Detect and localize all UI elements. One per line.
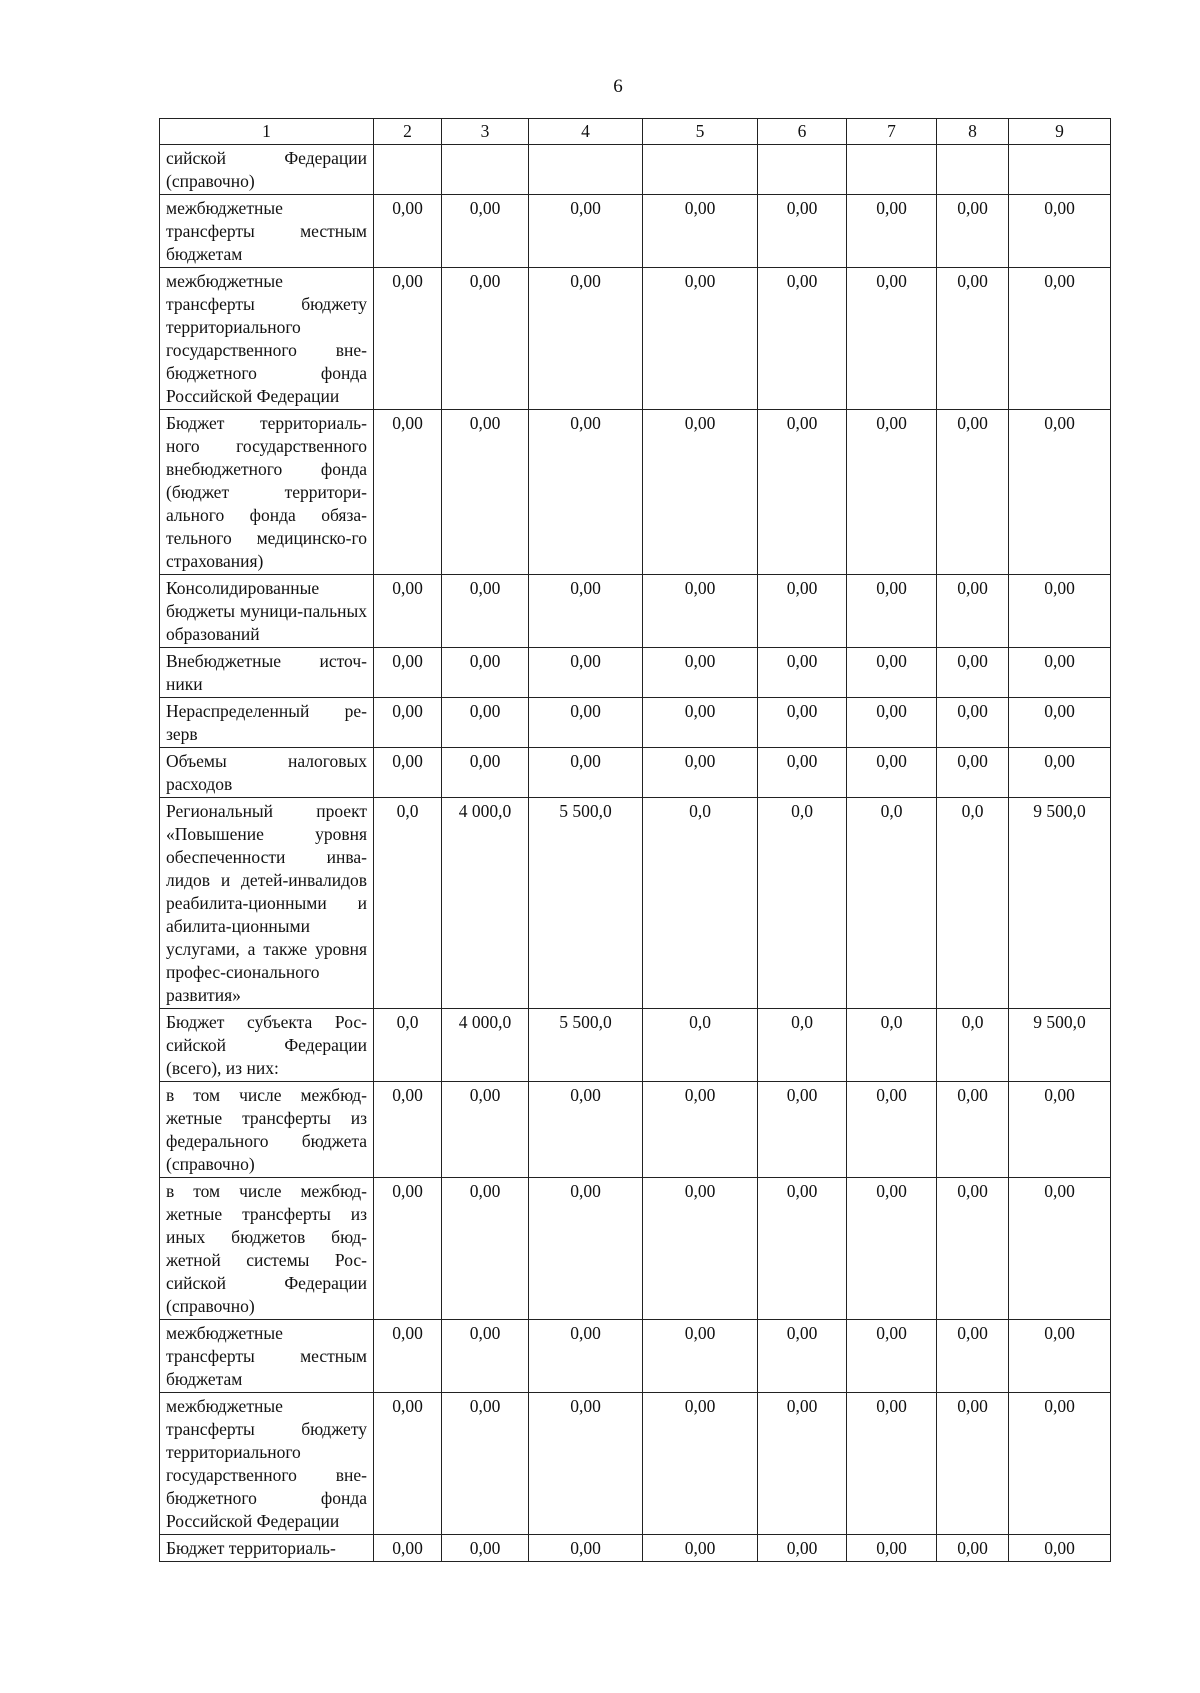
value-cell-col-5: 0,00 [643,1393,758,1535]
value-cell-col-4: 0,00 [529,195,643,268]
value-cell-col-6: 0,00 [758,698,847,748]
row-label: Бюджет территориаль-ного государственного внебюджетного фонда (бюджет территори-ального фонда обяза-тельного медицинско-го страхования) [160,410,374,575]
value-cell-col-7 [847,145,937,195]
table-row [160,648,1111,698]
column-header-1: 1 [160,119,374,145]
value-cell-col-3 [442,145,529,195]
row-label: Консолидированные бюджеты муници-пальных образований [160,575,374,648]
table-row [160,410,1111,575]
table-row [160,575,1111,648]
table-row [160,798,1111,1009]
value-cell-col-4: 0,00 [529,1320,643,1393]
table-body [160,145,1111,1562]
table-row [160,195,1111,268]
value-cell-col-9: 0,00 [1009,748,1111,798]
value-cell-col-4: 0,00 [529,1178,643,1320]
value-cell-col-7: 0,00 [847,1178,937,1320]
value-cell-col-5: 0,00 [643,698,758,748]
row-label: сийской Федерации (справочно) [160,145,374,195]
value-cell-col-5: 0,0 [643,798,758,1009]
value-cell-col-7: 0,00 [847,698,937,748]
row-label: межбюджетные трансферты бюджету территориального государственного вне-бюджетного фонда Российской Федерации [160,1393,374,1535]
value-cell-col-2 [374,145,442,195]
value-cell-col-5: 0,00 [643,648,758,698]
table-header-row [160,119,1111,145]
value-cell-col-2: 0,0 [374,798,442,1009]
value-cell-col-6: 0,00 [758,1393,847,1535]
value-cell-col-2: 0,00 [374,410,442,575]
value-cell-col-8: 0,00 [937,648,1009,698]
row-label: межбюджетные трансферты бюджету территориального государственного вне-бюджетного фонда Российской Федерации [160,268,374,410]
value-cell-col-5: 0,0 [643,1009,758,1082]
table-row [160,1082,1111,1178]
value-cell-col-3: 0,00 [442,648,529,698]
value-cell-col-9: 0,00 [1009,648,1111,698]
value-cell-col-8: 0,00 [937,268,1009,410]
value-cell-col-9: 0,00 [1009,1535,1111,1562]
value-cell-col-3: 0,00 [442,1082,529,1178]
value-cell-col-9 [1009,145,1111,195]
row-label: в том числе межбюд-жетные трансферты из иных бюджетов бюд-жетной системы Рос-сийской Федерации (справочно) [160,1178,374,1320]
value-cell-col-6: 0,00 [758,748,847,798]
value-cell-col-3: 4 000,0 [442,798,529,1009]
value-cell-col-6: 0,00 [758,1082,847,1178]
value-cell-col-6: 0,00 [758,410,847,575]
value-cell-col-6: 0,00 [758,268,847,410]
value-cell-col-7: 0,00 [847,1082,937,1178]
value-cell-col-3: 0,00 [442,1535,529,1562]
page-number: 6 [613,76,623,97]
value-cell-col-9: 0,00 [1009,268,1111,410]
value-cell-col-5: 0,00 [643,748,758,798]
value-cell-col-7: 0,00 [847,748,937,798]
value-cell-col-4: 0,00 [529,268,643,410]
value-cell-col-9: 0,00 [1009,195,1111,268]
row-label: межбюджетные трансферты местным бюджетам [160,195,374,268]
value-cell-col-4: 0,00 [529,698,643,748]
value-cell-col-2: 0,00 [374,575,442,648]
value-cell-col-3: 4 000,0 [442,1009,529,1082]
value-cell-col-4: 5 500,0 [529,798,643,1009]
value-cell-col-6: 0,00 [758,1178,847,1320]
value-cell-col-2: 0,00 [374,648,442,698]
value-cell-col-7: 0,0 [847,798,937,1009]
value-cell-col-7: 0,00 [847,195,937,268]
column-header-2: 2 [374,119,442,145]
value-cell-col-2: 0,00 [374,195,442,268]
value-cell-col-8: 0,0 [937,798,1009,1009]
value-cell-col-8: 0,00 [937,1320,1009,1393]
value-cell-col-3: 0,00 [442,575,529,648]
value-cell-col-5: 0,00 [643,1320,758,1393]
value-cell-col-6: 0,00 [758,1535,847,1562]
value-cell-col-6: 0,00 [758,575,847,648]
table-row [160,1535,1111,1562]
value-cell-col-3: 0,00 [442,410,529,575]
table-row [160,1009,1111,1082]
value-cell-col-6: 0,0 [758,798,847,1009]
value-cell-col-3: 0,00 [442,1320,529,1393]
column-header-9: 9 [1009,119,1111,145]
value-cell-col-5: 0,00 [643,195,758,268]
table-row [160,698,1111,748]
value-cell-col-3: 0,00 [442,1393,529,1535]
value-cell-col-2: 0,00 [374,748,442,798]
table-row [160,1178,1111,1320]
value-cell-col-4: 0,00 [529,1393,643,1535]
row-label: Внебюджетные источ-ники [160,648,374,698]
value-cell-col-8: 0,00 [937,195,1009,268]
value-cell-col-8: 0,00 [937,748,1009,798]
value-cell-col-5: 0,00 [643,1178,758,1320]
value-cell-col-2: 0,00 [374,268,442,410]
value-cell-col-6: 0,00 [758,1320,847,1393]
value-cell-col-9: 9 500,0 [1009,1009,1111,1082]
value-cell-col-5 [643,145,758,195]
value-cell-col-7: 0,00 [847,1320,937,1393]
row-label: в том числе межбюд-жетные трансферты из федерального бюджета (справочно) [160,1082,374,1178]
column-header-3: 3 [442,119,529,145]
value-cell-col-5: 0,00 [643,575,758,648]
value-cell-col-8: 0,00 [937,1178,1009,1320]
value-cell-col-3: 0,00 [442,1178,529,1320]
value-cell-col-7: 0,00 [847,648,937,698]
value-cell-col-7: 0,0 [847,1009,937,1082]
value-cell-col-8: 0,00 [937,410,1009,575]
value-cell-col-2: 0,00 [374,1320,442,1393]
value-cell-col-4: 0,00 [529,410,643,575]
value-cell-col-8: 0,00 [937,1082,1009,1178]
value-cell-col-5: 0,00 [643,410,758,575]
value-cell-col-9: 0,00 [1009,698,1111,748]
column-header-5: 5 [643,119,758,145]
value-cell-col-7: 0,00 [847,1393,937,1535]
column-header-6: 6 [758,119,847,145]
table-row [160,268,1111,410]
column-header-7: 7 [847,119,937,145]
value-cell-col-3: 0,00 [442,748,529,798]
value-cell-col-4: 5 500,0 [529,1009,643,1082]
row-label: Региональный проект «Повышение уровня обеспеченности инва-лидов и детей-инвалидов реабилита-ционными и абилита-ционными услугами, а также уровня профес-сионального развития» [160,798,374,1009]
value-cell-col-8: 0,00 [937,1393,1009,1535]
value-cell-col-2: 0,00 [374,1535,442,1562]
value-cell-col-6: 0,00 [758,195,847,268]
value-cell-col-6: 0,00 [758,648,847,698]
value-cell-col-9: 9 500,0 [1009,798,1111,1009]
value-cell-col-4: 0,00 [529,648,643,698]
budget-table [159,118,1111,1562]
value-cell-col-4 [529,145,643,195]
value-cell-col-5: 0,00 [643,268,758,410]
row-label: Бюджет субъекта Рос-сийской Федерации (всего), из них: [160,1009,374,1082]
value-cell-col-3: 0,00 [442,698,529,748]
value-cell-col-3: 0,00 [442,195,529,268]
value-cell-col-9: 0,00 [1009,1320,1111,1393]
value-cell-col-6: 0,0 [758,1009,847,1082]
value-cell-col-8 [937,145,1009,195]
row-label: Бюджет территориаль- [160,1535,374,1562]
column-header-4: 4 [529,119,643,145]
table-row [160,1320,1111,1393]
value-cell-col-4: 0,00 [529,575,643,648]
table-row [160,748,1111,798]
value-cell-col-9: 0,00 [1009,1178,1111,1320]
value-cell-col-9: 0,00 [1009,575,1111,648]
value-cell-col-5: 0,00 [643,1082,758,1178]
value-cell-col-7: 0,00 [847,268,937,410]
column-header-8: 8 [937,119,1009,145]
value-cell-col-5: 0,00 [643,1535,758,1562]
value-cell-col-8: 0,00 [937,1535,1009,1562]
value-cell-col-2: 0,00 [374,1178,442,1320]
value-cell-col-4: 0,00 [529,1535,643,1562]
row-label: Объемы налоговых расходов [160,748,374,798]
value-cell-col-8: 0,00 [937,698,1009,748]
row-label: Нераспределенный ре-зерв [160,698,374,748]
value-cell-col-8: 0,00 [937,575,1009,648]
value-cell-col-4: 0,00 [529,748,643,798]
value-cell-col-3: 0,00 [442,268,529,410]
value-cell-col-7: 0,00 [847,410,937,575]
table-row [160,1393,1111,1535]
value-cell-col-9: 0,00 [1009,410,1111,575]
value-cell-col-2: 0,00 [374,1393,442,1535]
value-cell-col-7: 0,00 [847,1535,937,1562]
value-cell-col-6 [758,145,847,195]
value-cell-col-2: 0,00 [374,698,442,748]
value-cell-col-7: 0,00 [847,575,937,648]
row-label: межбюджетные трансферты местным бюджетам [160,1320,374,1393]
value-cell-col-2: 0,0 [374,1009,442,1082]
value-cell-col-9: 0,00 [1009,1393,1111,1535]
value-cell-col-4: 0,00 [529,1082,643,1178]
value-cell-col-9: 0,00 [1009,1082,1111,1178]
value-cell-col-2: 0,00 [374,1082,442,1178]
value-cell-col-8: 0,0 [937,1009,1009,1082]
table-row [160,145,1111,195]
